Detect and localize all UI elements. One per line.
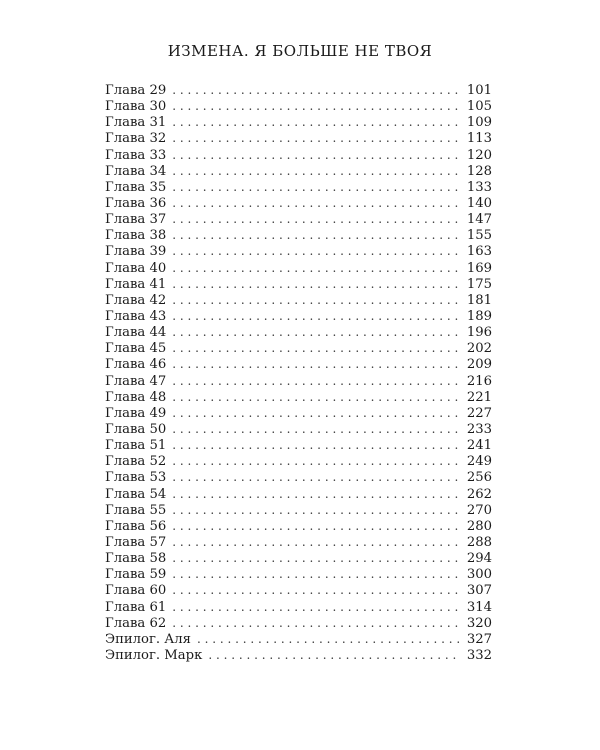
toc-entry-page-number: 189 bbox=[466, 308, 492, 324]
toc-dot-leader bbox=[172, 534, 460, 550]
toc-entry-page-number: 120 bbox=[466, 147, 492, 163]
toc-entry-page-number: 163 bbox=[466, 244, 492, 260]
toc-entry-page-number: 133 bbox=[466, 179, 492, 195]
toc-entry bbox=[105, 98, 492, 114]
toc-entry bbox=[105, 469, 492, 485]
running-title: ИЗМЕНА. Я БОЛЬШЕ НЕ ТВОЯ bbox=[167, 42, 433, 60]
toc-entry-page-number: 294 bbox=[466, 551, 492, 567]
toc-entry bbox=[105, 147, 492, 163]
table-of-contents bbox=[105, 82, 492, 663]
toc-entry bbox=[105, 437, 492, 453]
toc-entry-title: Глава 59 bbox=[105, 567, 167, 583]
toc-dot-leader bbox=[172, 260, 460, 276]
toc-entry-title: Глава 39 bbox=[105, 244, 167, 260]
toc-entry bbox=[105, 631, 492, 647]
toc-entry bbox=[105, 243, 492, 259]
toc-entry-page-number: 196 bbox=[466, 325, 492, 341]
toc-entry-title: Глава 47 bbox=[105, 373, 167, 389]
toc-entry-title: Глава 32 bbox=[105, 131, 167, 147]
toc-entry-page-number: 169 bbox=[466, 260, 492, 276]
toc-entry bbox=[105, 340, 492, 356]
toc-entry-page-number: 101 bbox=[466, 83, 492, 98]
toc-dot-leader bbox=[172, 421, 460, 437]
toc-entry-page-number: 288 bbox=[466, 534, 492, 550]
toc-entry-page-number: 249 bbox=[466, 454, 492, 470]
toc-entry-title: Глава 34 bbox=[105, 163, 167, 179]
toc-entry bbox=[105, 211, 492, 227]
toc-entry bbox=[105, 405, 492, 421]
toc-entry-page-number: 270 bbox=[466, 502, 492, 518]
toc-entry bbox=[105, 421, 492, 437]
toc-entry-title: Эпилог. Аля bbox=[105, 631, 191, 647]
toc-entry-page-number: 227 bbox=[466, 405, 492, 421]
toc-entry-page-number: 147 bbox=[466, 212, 492, 228]
toc-entry-title: Глава 62 bbox=[105, 615, 167, 631]
toc-dot-leader bbox=[172, 405, 460, 421]
toc-entry-title: Глава 55 bbox=[105, 502, 167, 518]
toc-entry-title: Глава 48 bbox=[105, 389, 167, 405]
toc-entry-title: Глава 37 bbox=[105, 212, 167, 228]
toc-dot-leader bbox=[172, 163, 460, 179]
toc-entry-title: Глава 57 bbox=[105, 534, 167, 550]
toc-entry bbox=[105, 260, 492, 276]
toc-dot-leader bbox=[172, 599, 460, 615]
toc-entry-page-number: 233 bbox=[466, 421, 492, 437]
toc-entry-title: Глава 44 bbox=[105, 325, 167, 341]
toc-entry-title: Глава 50 bbox=[105, 421, 167, 437]
toc-dot-leader bbox=[172, 373, 460, 389]
toc-entry bbox=[105, 179, 492, 195]
toc-entry-title: Глава 49 bbox=[105, 405, 167, 421]
toc-entry-title: Глава 42 bbox=[105, 292, 167, 308]
toc-entry-page-number: 262 bbox=[466, 486, 492, 502]
toc-entry bbox=[105, 599, 492, 615]
toc-entry-page-number: 155 bbox=[466, 228, 492, 244]
toc-entry bbox=[105, 276, 492, 292]
toc-entry-title: Глава 54 bbox=[105, 486, 167, 502]
toc-entry bbox=[105, 130, 492, 146]
toc-dot-leader bbox=[172, 389, 460, 405]
toc-entry bbox=[105, 502, 492, 518]
toc-entry-page-number: 300 bbox=[466, 567, 492, 583]
toc-entry bbox=[105, 163, 492, 179]
toc-entry bbox=[105, 518, 492, 534]
toc-entry-page-number: 332 bbox=[466, 647, 492, 663]
toc-entry-page-number: 109 bbox=[466, 115, 492, 131]
toc-dot-leader bbox=[197, 631, 460, 647]
toc-dot-leader bbox=[172, 179, 460, 195]
toc-dot-leader bbox=[172, 356, 460, 372]
toc-entry-title: Глава 52 bbox=[105, 454, 167, 470]
toc-dot-leader bbox=[172, 582, 460, 598]
toc-dot-leader bbox=[172, 243, 460, 259]
toc-entry bbox=[105, 195, 492, 211]
toc-dot-leader bbox=[172, 486, 460, 502]
toc-dot-leader bbox=[172, 340, 460, 356]
toc-entry-page-number: 327 bbox=[466, 631, 492, 647]
toc-entry-title: Глава 51 bbox=[105, 438, 167, 454]
toc-entry-title: Глава 29 bbox=[105, 83, 167, 98]
toc-entry-page-number: 241 bbox=[466, 438, 492, 454]
toc-entry-title: Глава 33 bbox=[105, 147, 167, 163]
toc-entry-page-number: 307 bbox=[466, 583, 492, 599]
toc-entry-title: Глава 60 bbox=[105, 583, 167, 599]
toc-entry-page-number: 221 bbox=[466, 389, 492, 405]
toc-entry-title: Глава 53 bbox=[105, 470, 167, 486]
toc-entry-page-number: 280 bbox=[466, 518, 492, 534]
toc-dot-leader bbox=[172, 114, 460, 130]
toc-entry-page-number: 128 bbox=[466, 163, 492, 179]
toc-dot-leader bbox=[172, 308, 460, 324]
toc-dot-leader bbox=[172, 227, 460, 243]
toc-dot-leader bbox=[172, 469, 460, 485]
toc-entry bbox=[105, 308, 492, 324]
toc-entry bbox=[105, 389, 492, 405]
toc-entry-title: Глава 58 bbox=[105, 551, 167, 567]
toc-entry-title: Глава 36 bbox=[105, 195, 167, 211]
toc-entry-title: Глава 41 bbox=[105, 276, 167, 292]
toc-entry-page-number: 314 bbox=[466, 599, 492, 615]
toc-entry bbox=[105, 647, 492, 663]
toc-entry-title: Глава 31 bbox=[105, 115, 167, 131]
toc-entry bbox=[105, 486, 492, 502]
toc-dot-leader bbox=[208, 647, 460, 663]
toc-entry bbox=[105, 227, 492, 243]
toc-entry-title: Глава 46 bbox=[105, 357, 167, 373]
toc-dot-leader bbox=[172, 518, 460, 534]
toc-entry-page-number: 209 bbox=[466, 357, 492, 373]
toc-entry bbox=[105, 566, 492, 582]
toc-entry bbox=[105, 324, 492, 340]
toc-dot-leader bbox=[172, 615, 460, 631]
toc-dot-leader bbox=[172, 437, 460, 453]
toc-dot-leader bbox=[172, 324, 460, 340]
toc-entry-page-number: 105 bbox=[466, 99, 492, 115]
toc-dot-leader bbox=[172, 195, 460, 211]
toc-entry-title: Глава 56 bbox=[105, 518, 167, 534]
toc-entry bbox=[105, 114, 492, 130]
toc-entry-page-number: 175 bbox=[466, 276, 492, 292]
toc-entry bbox=[105, 373, 492, 389]
toc-entry bbox=[105, 356, 492, 372]
toc-dot-leader bbox=[172, 211, 460, 227]
toc-entry bbox=[105, 453, 492, 469]
toc-dot-leader bbox=[172, 130, 460, 146]
toc-entry bbox=[105, 534, 492, 550]
toc-dot-leader bbox=[172, 292, 460, 308]
toc-entry-page-number: 202 bbox=[466, 341, 492, 357]
toc-dot-leader bbox=[172, 82, 460, 98]
toc-entry-page-number: 140 bbox=[466, 195, 492, 211]
toc-dot-leader bbox=[172, 276, 460, 292]
toc-entry-title: Глава 38 bbox=[105, 228, 167, 244]
toc-dot-leader bbox=[172, 98, 460, 114]
toc-dot-leader bbox=[172, 453, 460, 469]
toc-entry-title: Глава 45 bbox=[105, 341, 167, 357]
toc-dot-leader bbox=[172, 566, 460, 582]
toc-entry-page-number: 256 bbox=[466, 470, 492, 486]
toc-entry-page-number: 181 bbox=[466, 292, 492, 308]
toc-entry-title: Глава 43 bbox=[105, 308, 167, 324]
toc-entry-page-number: 113 bbox=[466, 131, 492, 147]
toc-entry-title: Глава 35 bbox=[105, 179, 167, 195]
toc-entry-page-number: 320 bbox=[466, 615, 492, 631]
toc-entry-title: Глава 40 bbox=[105, 260, 167, 276]
toc-dot-leader bbox=[172, 502, 460, 518]
toc-entry bbox=[105, 615, 492, 631]
toc-entry-title: Глава 30 bbox=[105, 99, 167, 115]
toc-entry-title: Глава 61 bbox=[105, 599, 167, 615]
toc-entry bbox=[105, 82, 492, 98]
toc-entry bbox=[105, 292, 492, 308]
toc-entry-title: Эпилог. Марк bbox=[105, 647, 203, 663]
toc-dot-leader bbox=[172, 147, 460, 163]
toc-entry bbox=[105, 550, 492, 566]
toc-entry bbox=[105, 582, 492, 598]
toc-dot-leader bbox=[172, 550, 460, 566]
toc-entry-page-number: 216 bbox=[466, 373, 492, 389]
